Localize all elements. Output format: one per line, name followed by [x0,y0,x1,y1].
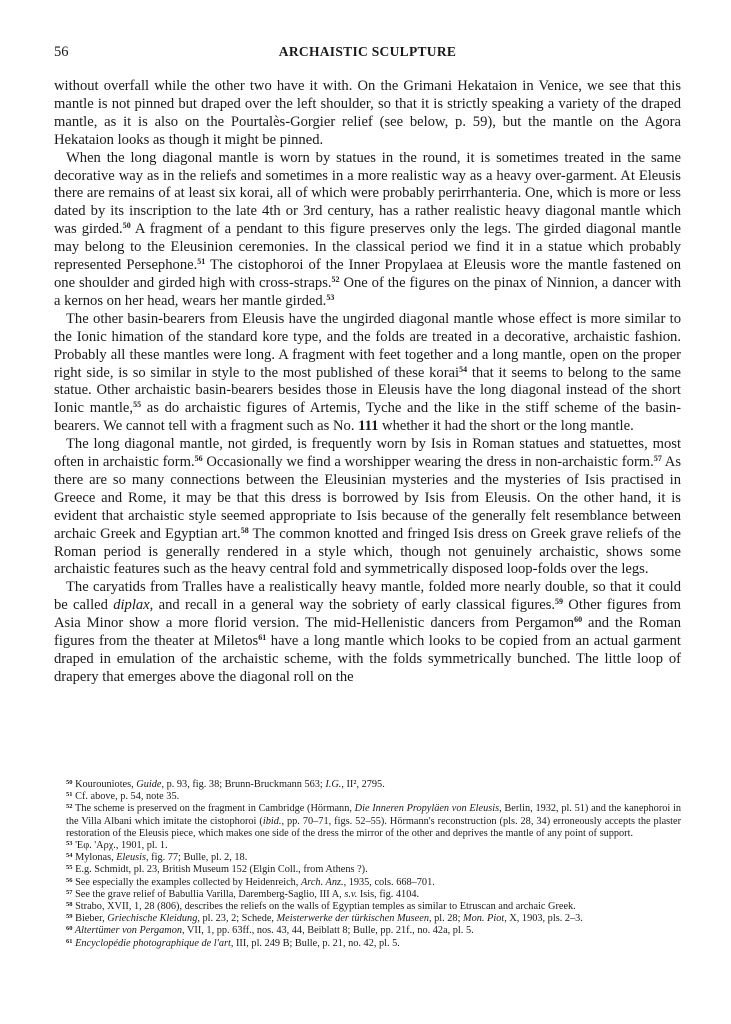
main-text [54,78,681,687]
footnote-51: $^{51}$ Cf. above, p. 54, note 35. [66,791,180,803]
page-header [54,44,681,62]
page-number: 56 [54,44,69,60]
footnote-52: $^{52}$ The scheme is preserved on the fragment in Cambridge (Hörmann, Die Inneren Propyläen von Eleusis, Berlin, 1932, pl. 51) and the kanephoroi in the Villa Albani which imitate the cistophoroi (ibid., pp. 70–71, figs. 52–55). Hörmann's reconstruction (pls. 28, 34) erroneously accepts the plaster restoration of the Eleusis piece, which makes one side of the dress the mirror of the other and deprives the mantle of any point of support. [66,803,682,839]
footnote-ref-60[interactable]: 60 [574,615,583,625]
footnote-53: $^{53}$ 'Εφ. 'Αρχ., 1901, pl. 1. [66,840,168,852]
paragraph-4: The long diagonal mantle, not girded, is frequently worn by Isis in Roman statues and statuettes, most often in archaistic form.$^{56}$ Occasionally we find a worshipper wearing the dress in non-archaistic form.$^{57}$ As there are so many connections between the Eleusinian mysteries and the mysteries of Isis practised in Greece and Rome, it may be that this dress is borrowed by Isis from Eleusis. On the other hand, it is evident that archaistic style seemed appropriate to Isis because of the generally felt resemblance between archaic Greek and Egyptian art.$^{58}$ The common knotted and fringed Isis dress on Greek grave reliefs of the Roman period is generally rendered in a style which, though not genuinely archaistic, shows some archaistic features such as the heavy central fold and symmetrically disposed loop-folds over the legs. [54,436,682,578]
paragraph-3: The other basin-bearers from Eleusis have the ungirded diagonal mantle whose effect is more similar to the Ionic himation of the standard kore type, and the folds are treated in a decorative, archaistic fashion. Probably all these mantles were long. A fragment with feet together and a long mantle, open on the proper right side, is so similar in style to the most published of these korai$^{54}$ that it seems to belong to the same statue. Other archaistic basin-bearers besides those in Eleusis have the long diagonal instead of the short Ionic mantle,$^{55}$ as do archaistic figures of Artemis, Tyche and the like in the stiff scheme of the basin-bearers. We cannot tell with a fragment such as No. 111 whether it had the short or the long mantle. [54,310,681,435]
footnote-56: $^{56}$ See especially the examples collected by Heidenreich, Arch. Anz., 1935, cols. 668–701. [66,876,435,888]
footnote-ref-59[interactable]: 59 [555,597,564,607]
footnote-54: $^{54}$ Mylonas, Eleusis, fig. 77; Bulle, pl. 2, 18. [66,852,248,864]
footnote-61: $^{61}$ Encyclopédie photographique de l'art, III, pl. 249 B; Bulle, p. 21, no. 42, pl. 5. [66,937,400,949]
paragraph-5: The caryatids from Tralles have a realistically heavy mantle, folded more nearly double, so that it could be called diplax, and recall in a general way the sobriety of early classical figures.$^{59}$ Other figures from Asia Minor show a more florid version. The mid-Hellenistic dancers from Pergamon$^{60}$ and the Roman figures from the theater at Miletos$^{61}$ have a long mantle which looks to be copied from an actual garment draped in emulation of the archaistic scheme, with the folds symmetrically bunched. The little loop of drapery that emerges above the diagonal roll on the [54,579,681,685]
running-head: ARCHAISTIC SCULPTURE [278,44,457,59]
footnote-59: $^{59}$ Bieber, Griechische Kleidung, pl. 23, 2; Schede, Meisterwerke der türkischen Museen, pl. 28; Mon. Piot, X, 1903, pls. 2–3. [66,913,583,925]
footnote-ref-57[interactable]: 57 [653,454,662,464]
footnote-57: $^{57}$ See the grave relief of Babullia Varilla, Daremberg-Saglio, III A, s.v. Isis, fig. 4104. [66,888,420,900]
footnote-60: $^{60}$ Altertümer von Pergamon, VII, 1, pp. 63ff., nos. 43, 44, Beiblatt 8; Bulle, pp. 21f., no. 42a, pl. 5. [66,925,474,937]
footnote-ref-56[interactable]: 56 [194,454,203,464]
footnote-ref-61[interactable]: 61 [258,633,267,643]
footnote-ref-51[interactable]: 51 [197,257,206,267]
footnote-55: $^{55}$ E.g. Schmidt, pl. 23, British Museum 152 (Elgin Coll., from Athens ?). [66,864,368,876]
footnote-58: $^{58}$ Strabo, XVII, 1, 28 (806), describes the reliefs on the walls of Egyptian temples as similar to Etruscan and archaic Greek. [66,901,576,913]
footnote-ref-55[interactable]: 55 [133,400,142,410]
catalogue-number: 111 [358,418,379,435]
footnote-ref-54[interactable]: 54 [459,364,468,374]
footnote-50: $^{50}$ Kourouniotes, Guide, p. 93, fig. 38; Brunn-Bruckmann 563; I.G., II², 2795. [66,779,385,790]
footnote-ref-52[interactable]: 52 [331,274,340,284]
paragraph-1: without overfall while the other two have it with. On the Grimani Hekataion in Venice, we see that this mantle is not pinned but draped over the left shoulder, so that it is strictly speaking a variety of the draped mantle, as it is also on the Pourtalès-Gorgier relief (see below, p. 59), but the mantle on the Agora Hekataion looks as though it might be pinned. [54,78,681,148]
term-diplax: diplax [113,597,150,614]
footnotes [54,779,681,950]
paragraph-2: When the long diagonal mantle is worn by statues in the round, it is sometimes treated in the same decorative way as in the reliefs and sometimes in a more realistic way as a heavy over-garment. At Eleusis there are remains of at least six korai, all of which were probably perirrhanteria. One, which is more or less dated by its inscription to the late 4th or 3rd century, has a rather realistic heavy diagonal mantle which was girded.$^{50}$ A fragment of a pendant to this figure preserves only the legs. The girded diagonal mantle may belong to the Eleusinion ceremonies. In the classical period we find it in a statue which probably represented Persephone.$^{51}$ The cistophoroi of the Inner Propylaea at Eleusis wore the mantle fastened on one shoulder and girded high with cross-straps.$^{52}$ One of the figures on the pinax of Ninnion, a dancer with a kernos on her head, wears her mantle girded.$^{53}$ [54,149,681,309]
footnote-ref-58[interactable]: 58 [240,525,249,535]
footnote-ref-53[interactable]: 53 [326,292,335,302]
footnote-ref-50[interactable]: 50 [122,221,131,231]
